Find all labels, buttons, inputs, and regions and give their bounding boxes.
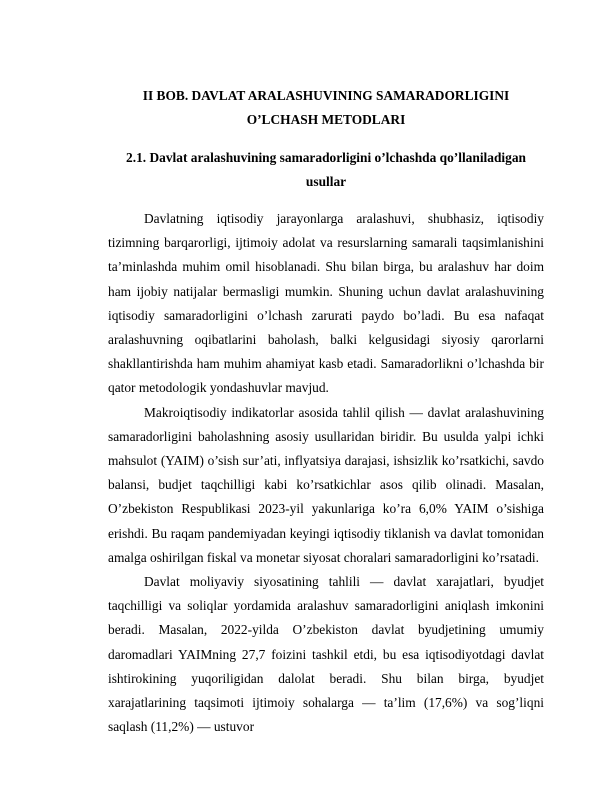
paragraph: Davlatning iqtisodiy jarayonlarga aralashuvi, shubhasiz, iqtisodiy tizimning barqarorligi, ijtimoiy adolat va resurslarning samarali taqsimlanishini ta’minlashda muhim omil hisoblanadi. Shu bilan birga, bu aralashuv har doim ham ijobiy natijalar bermasligi mumkin. Shuning uchun davlat aralashuvining iqtisodiy samaradorligini o’lchash zarurati paydo bo’ladi. Bu esa nafaqat aralashuvning oqibatlarini baholash, balki kelgusidagi siyosiy qarorlarni shakllantirishda ham muhim ahamiyat kasb etadi. Samaradorlikni o’lchashda bir qator metodologik yondashuvlar mavjud. — [108, 211, 544, 396]
section-title — [108, 146, 544, 194]
body-text — [108, 207, 544, 739]
section-title-line-2: usullar — [305, 174, 347, 189]
paragraph: Davlat moliyaviy siyosatining tahlili — davlat xarajatlari, byudjet taqchilligi va soliqlar yordamida aralashuv samaradorligini aniqlash imkonini beradi. Masalan, 2022-yilda O’zbekiston davlat byudjetining umumiy daromadlari YAIMning 27,7 foizini tashkil etdi, bu esa iqtisodiyotdagi davlat ishtirokining yuqoriligidan dalolat beradi. Shu bilan birga, byudjet xarajatlarining taqsimoti ijtimoiy sohalarga — ta’lim (17,6%) va sog’liqni saqlash (11,2%) — ustuvor — [108, 574, 544, 735]
section-title-line-1: 2.1. Davlat aralashuvining samaradorligini o’lchashda qo’llaniladigan — [126, 150, 526, 165]
paragraph: Makroiqtisodiy indikatorlar asosida tahlil qilish — davlat aralashuvining samaradorligini baholashning asosiy usullaridan biridir. Bu usulda yalpi ichki mahsulot (YAIM) o’sish sur’ati, inflyatsiya darajasi, ishsizlik ko’rsatkichi, savdo balansi, budjet taqchilligi kabi ko’rsatkichlar asos qilib olinadi. Masalan, O’zbekiston Respublikasi 2023-yil yakunlariga ko’ra 6,0% YAIM o’sishiga erishdi. Bu raqam pandemiyadan keyingi iqtisodiy tiklanish va davlat tomonidan amalga oshirilgan fiskal va monetar siyosat choralari samaradorligini ko’rsatadi. — [108, 404, 544, 565]
chapter-title-line-2: O’LCHASH METODLARI — [246, 112, 406, 127]
chapter-title — [108, 84, 544, 132]
chapter-title-line-1: II BOB. DAVLAT ARALASHUVINING SAMARADORLIGINI — [142, 88, 510, 103]
